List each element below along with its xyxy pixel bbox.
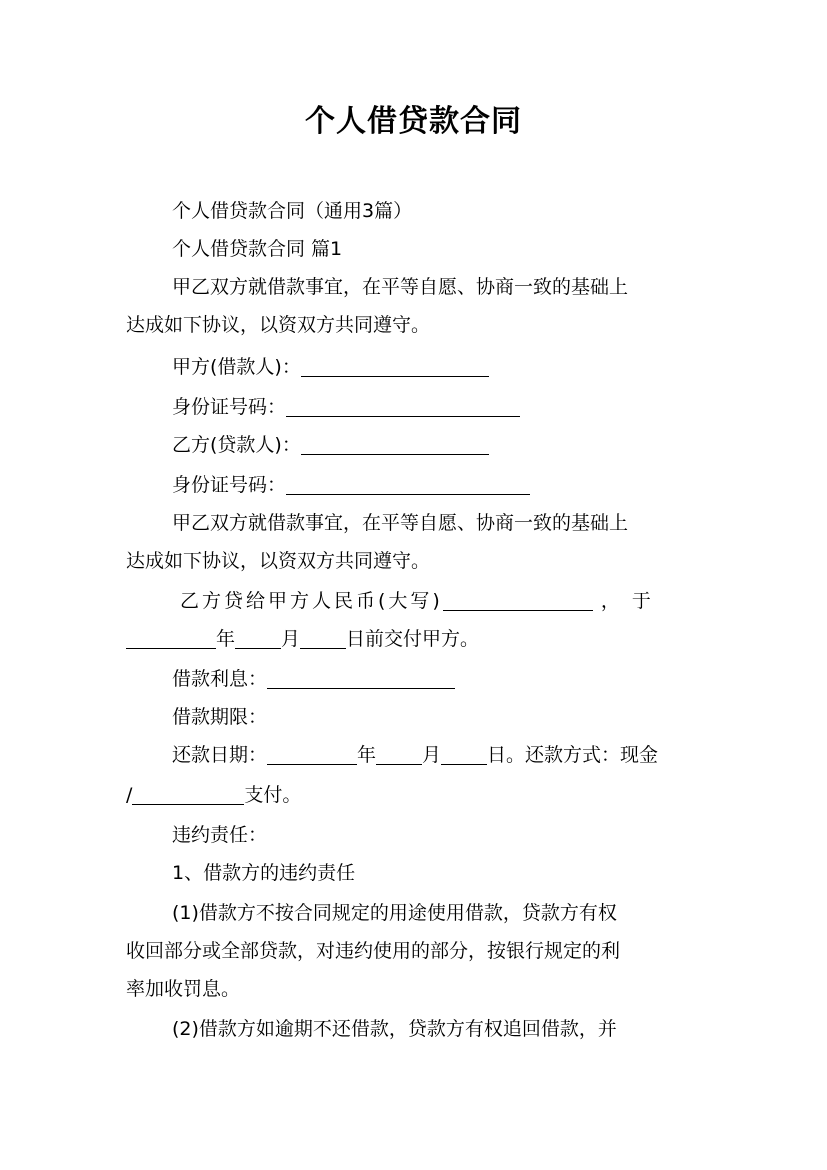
clause-line: (2)借款方如逾期不还借款，贷款方有权追回借款，并 xyxy=(172,1018,617,1040)
interest-blank xyxy=(267,666,455,689)
party-a-field xyxy=(172,348,489,386)
month-label: 月 xyxy=(422,744,442,766)
clause-line: 率加收罚息。 xyxy=(126,978,241,1000)
party-a-id-field xyxy=(172,388,520,426)
delivery-year-blank xyxy=(126,626,216,649)
month-label: 月 xyxy=(281,628,301,650)
slash-mark: / xyxy=(126,784,133,806)
delivery-suffix: 日前交付甲方。 xyxy=(346,628,480,650)
party-b-id-label: 身份证号码： xyxy=(172,474,287,496)
repayment-year-blank xyxy=(267,742,357,765)
party-a-id-label: 身份证号码： xyxy=(172,396,287,418)
payment-method-line xyxy=(126,776,301,814)
paragraph-line: 达成如下协议，以资双方共同遵守。 xyxy=(126,550,431,572)
party-a-blank xyxy=(301,354,489,377)
justified-text: 甲乙双方就借款事宜，在平等自愿、协商一致的基础上 xyxy=(172,276,629,298)
loan-amount-line xyxy=(180,582,663,620)
year-label: 年 xyxy=(357,744,377,766)
loan-amount-label: 乙方贷给甲方人民币(大写) xyxy=(180,590,443,612)
loan-amount-blank xyxy=(443,588,593,611)
subtitle-line: 个人借贷款合同（通用3篇） xyxy=(172,200,413,222)
section-heading: 个人借贷款合同 篇1 xyxy=(172,238,343,260)
paragraph-line xyxy=(172,504,628,542)
party-b-blank xyxy=(301,432,489,455)
payment-method-blank xyxy=(132,782,244,805)
repayment-date-label: 还款日期： xyxy=(172,744,268,766)
paragraph-text: 甲乙双方就借款事宜，在平等自愿、协商一致的基础上 xyxy=(172,512,629,534)
repayment-method-text: 日。还款方式：现金 xyxy=(487,744,659,766)
payment-suffix: 支付。 xyxy=(244,784,302,806)
repayment-day-blank xyxy=(441,742,487,765)
document-title: 个人借贷款合同 xyxy=(305,104,522,139)
party-b-field xyxy=(172,426,489,464)
clause-line: 收回部分或全部贷款，对违约使用的部分，按银行规定的利 xyxy=(126,940,621,962)
repayment-date-line xyxy=(172,736,658,774)
section-heading: 违约责任： xyxy=(172,824,268,846)
loan-amount-suffix: ，于 xyxy=(600,590,663,612)
delivery-month-blank xyxy=(235,626,281,649)
party-b-label: 乙方(贷款人)： xyxy=(172,434,301,456)
party-b-id-blank xyxy=(286,472,530,495)
year-label: 年 xyxy=(216,628,236,650)
interest-field xyxy=(172,660,455,698)
interest-label: 借款利息： xyxy=(172,668,268,690)
clause-line: (1)借款方不按合同规定的用途使用借款，贷款方有权 xyxy=(172,902,617,924)
delivery-day-blank xyxy=(300,626,346,649)
repayment-month-blank xyxy=(376,742,422,765)
party-a-label: 甲方(借款人)： xyxy=(172,356,301,378)
subsection-heading: 1、借款方的违约责任 xyxy=(172,862,356,884)
paragraph-line: 达成如下协议，以资双方共同遵守。 xyxy=(126,314,431,336)
loan-term-line: 借款期限： xyxy=(172,706,268,728)
delivery-date-line xyxy=(126,620,479,658)
party-b-id-field xyxy=(172,466,530,504)
paragraph-line xyxy=(172,268,702,306)
party-a-id-blank xyxy=(286,394,520,417)
